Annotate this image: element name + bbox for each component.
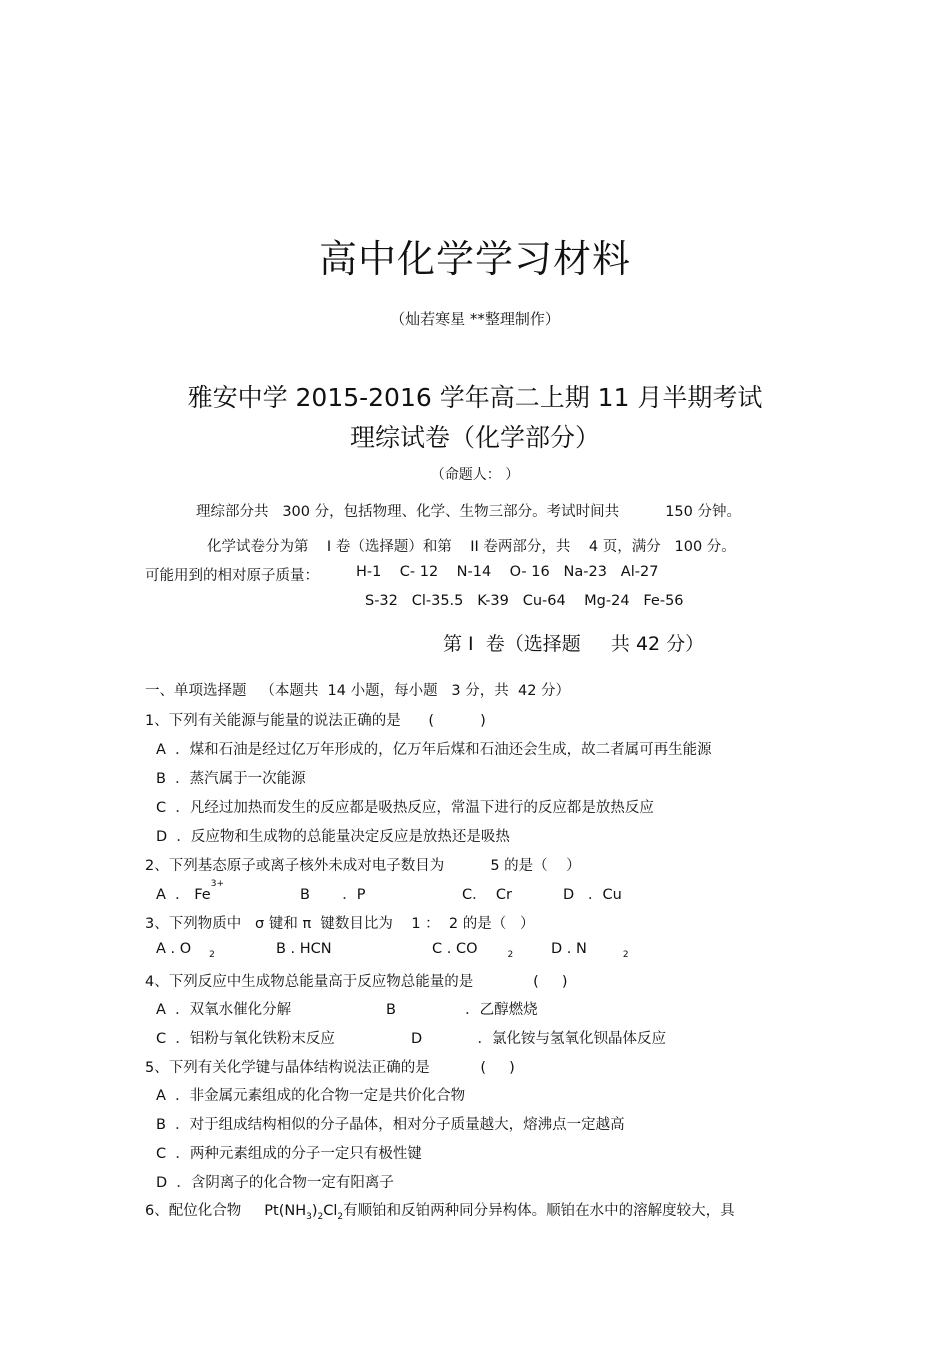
section-title: 第 I 卷（选择题 共 42 分） [443,633,705,655]
exam-info-line-1: 理综部分共 300 分，包括物理、化学、生物三部分。考试时间共 150 分钟。 [196,504,741,520]
atomic-mass-label: 可能用到的相对原子质量： [145,568,319,584]
subscript: 2 [507,949,514,960]
question-2-option-b: B ．P [300,887,366,903]
stem-part-3: Cl [323,1203,338,1219]
option-c-text: C . CO [432,941,478,957]
question-2-option-c: C． Cr [462,887,512,903]
exam-title: 雅安中学 2015-2016 学年高二上期 11 月半期考试 [187,383,763,412]
atomic-mass-row-2: S-32 Cl-35.5 K-39 Cu-64 Mg-24 Fe-56 [365,593,684,609]
question-5-option-a: A ．非金属元素组成的化合物一定是共价化合物 [156,1088,466,1104]
question-6-stem [145,1199,735,1222]
stem-part-4: 有顺铂和反铂两种同分异构体。顺铂在水中的溶解度较大，具 [343,1203,735,1219]
question-4-option-b: B ．乙醇燃烧 [386,1002,538,1018]
question-1-option-d: D ．反应物和生成物的总能量决定反应是放热还是吸热 [156,829,510,845]
question-4-option-d: D ．氯化铵与氢氧化钡晶体反应 [411,1031,666,1047]
question-4-stem: 4、下列反应中生成物总能量高于反应物总能量的是 ( ) [145,974,568,990]
question-1-option-c: C ．凡经过加热而发生的反应都是吸热反应，常温下进行的反应都是放热反应 [156,800,654,816]
question-4-option-a: A ．双氧水催化分解 [156,1002,292,1018]
question-5-option-b: B ．对于组成结构相似的分子晶体，相对分子质量越大，熔沸点一定越高 [156,1117,625,1133]
question-3-option-d [551,941,629,960]
atomic-mass-row-1: H-1 C- 12 N-14 O- 16 Na-23 Al-27 [356,564,659,580]
part-heading: 一、单项选择题 （本题共 14 小题，每小题 3 分，共 42 分） [145,683,571,699]
question-2-option-a [156,879,224,904]
option-a-text: A . O [156,941,192,957]
author-line: （命题人： ） [430,467,520,483]
question-1-option-b: B ．蒸汽属于一次能源 [156,771,306,787]
subtitle: （灿若寒星 **整理制作） [390,310,560,328]
question-3-option-c [432,941,513,960]
stem-part-2: ) [311,1203,318,1219]
subscript: 3 [306,1211,312,1222]
question-1-stem: 1、下列有关能源与能量的说法正确的是 ( ) [145,713,486,729]
question-4-option-c: C ．铝粉与氧化铁粉末反应 [156,1031,335,1047]
subscript: 2 [622,949,629,960]
exam-subtitle: 理综试卷（化学部分） [349,423,600,452]
question-1-option-a: A ．煤和石油是经过亿万年形成的，亿万年后煤和石油还会生成，故二者属可再生能源 [156,742,712,758]
question-5-stem: 5、下列有关化学键与晶体结构说法正确的是 ( ) [145,1060,515,1076]
subscript: 2 [337,1211,344,1222]
question-3-option-a [156,941,215,960]
subscript: 2 [209,949,215,960]
question-2-option-d: D ．Cu [563,887,622,903]
question-5-option-c: C ．两种元素组成的分子一定只有极性键 [156,1146,422,1162]
question-3-option-b: B . HCN [276,941,332,957]
stem-part-1: 6、配位化合物 Pt(NH [145,1203,307,1219]
subscript: 2 [317,1211,324,1222]
exam-info-line-2: 化学试卷分为第 I 卷（选择题）和第 II 卷两部分，共 4 页，满分 100 分。 [207,539,736,555]
question-2-stem: 2、下列基态原子或离子核外未成对电子数目为 5 的是（ ） [145,858,581,874]
option-a-text: A ． Fe [156,887,211,903]
charge-superscript: 3+ [210,879,224,889]
question-5-option-d: D ．含阴离子的化合物一定有阳离子 [156,1175,394,1191]
option-d-text: D . N [551,941,587,957]
question-3-stem: 3、下列物质中 σ 键和 π 键数目比为 1 ： 2 的是（ ） [145,916,535,932]
main-title: 高中化学学习材料 [318,237,631,281]
